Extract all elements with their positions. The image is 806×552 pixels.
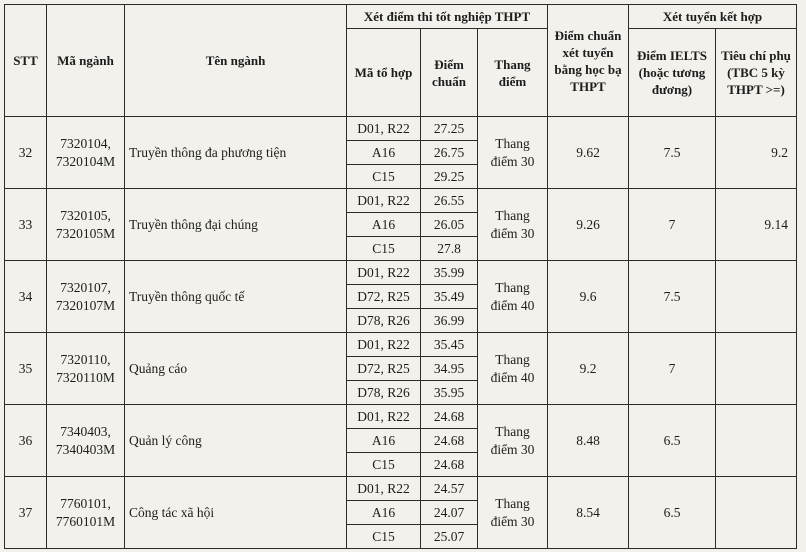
table-row — [5, 261, 797, 285]
ma-nganh-cell — [47, 261, 125, 333]
ma-to-hop-cell: C15 — [347, 453, 421, 477]
tieu-chi-cell: 9.2 — [716, 117, 797, 189]
thang-diem-cell-line1: Thang — [495, 495, 530, 511]
hoc-ba-cell: 9.26 — [548, 189, 629, 261]
ielts-cell: 7 — [629, 189, 716, 261]
thang-diem-cell — [478, 477, 548, 549]
table-row — [5, 117, 797, 141]
ielts-cell: 6.5 — [629, 477, 716, 549]
diem-chuan-cell: 25.07 — [421, 525, 478, 549]
ma-to-hop-cell: D72, R25 — [347, 285, 421, 309]
diem-chuan-cell: 24.57 — [421, 477, 478, 501]
diem-chuan-cell: 29.25 — [421, 165, 478, 189]
ma-nganh-cell — [47, 189, 125, 261]
table-row — [5, 405, 797, 429]
stt-cell: 32 — [5, 117, 47, 189]
diem-chuan-cell: 35.95 — [421, 381, 478, 405]
table-body — [5, 117, 797, 549]
header-stt: STT — [5, 5, 47, 117]
tieu-chi-cell — [716, 405, 797, 477]
stt-cell: 36 — [5, 405, 47, 477]
ma-to-hop-cell: D72, R25 — [347, 357, 421, 381]
ma-nganh-cell-line2: 7320104M — [55, 153, 116, 169]
ten-nganh-cell: Truyền thông quốc tế — [125, 261, 347, 333]
diem-chuan-cell: 24.07 — [421, 501, 478, 525]
ma-nganh-cell-line1: 7320104, — [60, 135, 111, 151]
header-diem-chuan: Điểm chuẩn — [421, 29, 478, 117]
header-ielts: Điểm IELTS (hoặc tương đương) — [629, 29, 716, 117]
thang-diem-cell — [478, 405, 548, 477]
thang-diem-cell-line1: Thang — [495, 207, 530, 223]
thang-diem-cell-line2: điểm 30 — [490, 225, 535, 241]
header-hoc-ba: Điểm chuẩn xét tuyển bằng học bạ THPT — [548, 5, 629, 117]
header-ma-nganh: Mã ngành — [47, 5, 125, 117]
thang-diem-cell-line2: điểm 30 — [490, 513, 535, 529]
admission-scores-table — [4, 4, 797, 549]
table-row — [5, 189, 797, 213]
diem-chuan-cell: 26.75 — [421, 141, 478, 165]
ma-nganh-cell-line2: 7320105M — [55, 225, 116, 241]
ma-to-hop-cell: C15 — [347, 237, 421, 261]
ma-to-hop-cell: A16 — [347, 213, 421, 237]
ma-to-hop-cell: C15 — [347, 525, 421, 549]
diem-chuan-cell: 35.45 — [421, 333, 478, 357]
stt-cell: 34 — [5, 261, 47, 333]
diem-chuan-cell: 24.68 — [421, 405, 478, 429]
ma-to-hop-cell: D01, R22 — [347, 117, 421, 141]
diem-chuan-cell: 26.05 — [421, 213, 478, 237]
tieu-chi-cell — [716, 477, 797, 549]
thang-diem-cell-line1: Thang — [495, 279, 530, 295]
ma-to-hop-cell: A16 — [347, 501, 421, 525]
tieu-chi-cell — [716, 333, 797, 405]
thang-diem-cell — [478, 261, 548, 333]
thang-diem-cell-line2: điểm 30 — [490, 153, 535, 169]
ma-to-hop-cell: D01, R22 — [347, 405, 421, 429]
ielts-cell: 7.5 — [629, 261, 716, 333]
header-ket-hop-group: Xét tuyển kết hợp — [629, 5, 797, 29]
ma-nganh-cell — [47, 477, 125, 549]
hoc-ba-cell: 9.2 — [548, 333, 629, 405]
ma-nganh-cell-line2: 7320107M — [55, 297, 116, 313]
diem-chuan-cell: 35.49 — [421, 285, 478, 309]
ma-nganh-cell — [47, 405, 125, 477]
ten-nganh-cell: Truyền thông đại chúng — [125, 189, 347, 261]
diem-chuan-cell: 35.99 — [421, 261, 478, 285]
ma-to-hop-cell: D01, R22 — [347, 189, 421, 213]
ten-nganh-cell: Quản lý công — [125, 405, 347, 477]
thang-diem-cell-line2: điểm 40 — [490, 369, 535, 385]
hoc-ba-cell: 8.54 — [548, 477, 629, 549]
ten-nganh-cell: Quảng cáo — [125, 333, 347, 405]
thang-diem-cell-line1: Thang — [495, 423, 530, 439]
table-row — [5, 477, 797, 501]
ma-to-hop-cell: D01, R22 — [347, 333, 421, 357]
ma-nganh-cell-line2: 7760101M — [55, 513, 116, 529]
ma-nganh-cell — [47, 117, 125, 189]
thang-diem-cell-line2: điểm 30 — [490, 441, 535, 457]
ma-nganh-cell-line2: 7340403M — [55, 441, 116, 457]
ma-nganh-cell-line2: 7320110M — [56, 369, 115, 385]
thang-diem-cell-line1: Thang — [495, 351, 530, 367]
header-ma-to-hop: Mã tổ hợp — [347, 29, 421, 117]
ma-to-hop-cell: A16 — [347, 141, 421, 165]
header-thpt-group: Xét điểm thi tốt nghiệp THPT — [347, 5, 548, 29]
stt-cell: 33 — [5, 189, 47, 261]
header-tieu-chi: Tiêu chí phụ (TBC 5 kỳ THPT >=) — [716, 29, 797, 117]
diem-chuan-cell: 24.68 — [421, 429, 478, 453]
ma-nganh-cell — [47, 333, 125, 405]
ma-to-hop-cell: D78, R26 — [347, 309, 421, 333]
ma-to-hop-cell: C15 — [347, 165, 421, 189]
ten-nganh-cell: Truyền thông đa phương tiện — [125, 117, 347, 189]
hoc-ba-cell: 9.6 — [548, 261, 629, 333]
header-thang-diem: Thang điểm — [478, 29, 548, 117]
thang-diem-cell — [478, 333, 548, 405]
ma-nganh-cell-line1: 7760101, — [60, 495, 111, 511]
ielts-cell: 6.5 — [629, 405, 716, 477]
ielts-cell: 7.5 — [629, 117, 716, 189]
ma-nganh-cell-line1: 7320110, — [60, 351, 111, 367]
ma-to-hop-cell: D01, R22 — [347, 261, 421, 285]
table-row — [5, 333, 797, 357]
ma-nganh-cell-line1: 7320105, — [60, 207, 111, 223]
diem-chuan-cell: 24.68 — [421, 453, 478, 477]
diem-chuan-cell: 36.99 — [421, 309, 478, 333]
hoc-ba-cell: 8.48 — [548, 405, 629, 477]
diem-chuan-cell: 27.8 — [421, 237, 478, 261]
stt-cell: 35 — [5, 333, 47, 405]
diem-chuan-cell: 27.25 — [421, 117, 478, 141]
thang-diem-cell-line1: Thang — [495, 135, 530, 151]
ma-nganh-cell-line1: 7340403, — [60, 423, 111, 439]
ma-to-hop-cell: A16 — [347, 429, 421, 453]
diem-chuan-cell: 26.55 — [421, 189, 478, 213]
thang-diem-cell-line2: điểm 40 — [490, 297, 535, 313]
ma-to-hop-cell: D78, R26 — [347, 381, 421, 405]
thang-diem-cell — [478, 117, 548, 189]
tieu-chi-cell — [716, 261, 797, 333]
diem-chuan-cell: 34.95 — [421, 357, 478, 381]
ma-nganh-cell-line1: 7320107, — [60, 279, 111, 295]
ten-nganh-cell: Công tác xã hội — [125, 477, 347, 549]
hoc-ba-cell: 9.62 — [548, 117, 629, 189]
thang-diem-cell — [478, 189, 548, 261]
header-ten-nganh: Tên ngành — [125, 5, 347, 117]
ma-to-hop-cell: D01, R22 — [347, 477, 421, 501]
tieu-chi-cell: 9.14 — [716, 189, 797, 261]
ielts-cell: 7 — [629, 333, 716, 405]
stt-cell: 37 — [5, 477, 47, 549]
